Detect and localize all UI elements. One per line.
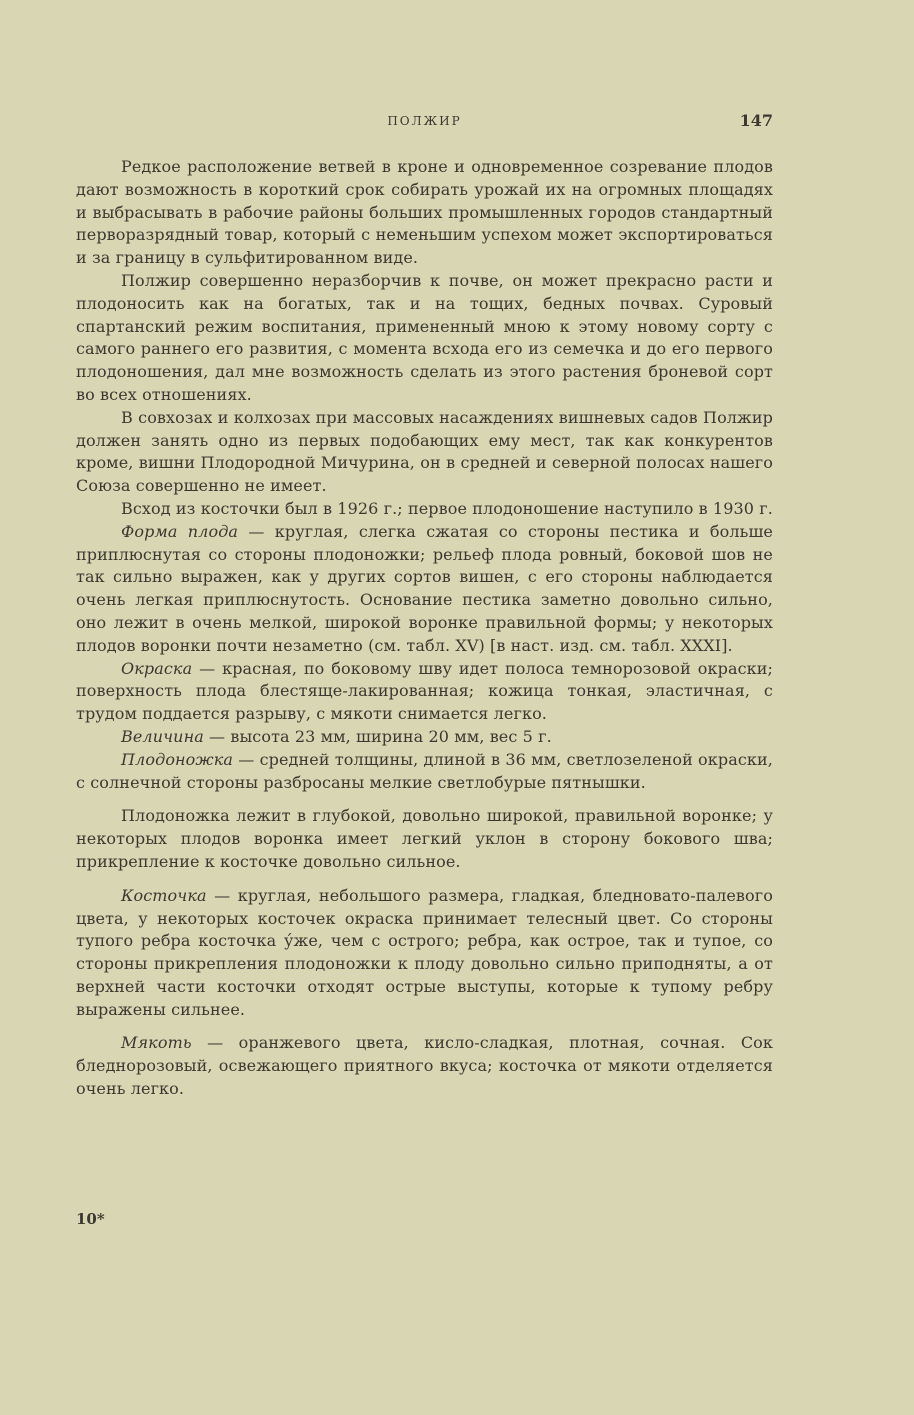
term-label: Форма плода (121, 521, 239, 541)
paragraph-text: — красная, по боковому шву идет полоса темнорозовой окраски; поверхность плода блестяще-лакированная; кожица тонкая, эластичная, с трудом поддается разрыву, с мякоти снимается легко. (76, 658, 773, 724)
term-label: Величина (121, 726, 204, 746)
signature-mark: 10* (76, 1210, 105, 1228)
paragraph-harvest (76, 156, 773, 270)
body-text (76, 156, 773, 1101)
paragraph-orchards (76, 407, 773, 498)
paragraph-text: Полжир совершенно неразборчив к почве, он может прекрасно расти и плодоносить как на богатых, так и на тощих, бедных почвах. Суровый спартанский режим воспитания, примененный мною к этому новому сорту с самого раннего его развития, с момента всхода его из семечка и до его первого плодоношения, дал мне возможность сделать из этого растения броневой сорт во всех отношениях. (76, 270, 773, 404)
page-header (76, 111, 773, 138)
paragraph-stone (76, 885, 773, 1022)
paragraph-text: — оранжевого цвета, кисло-сладкая, плотная, сочная. Сок бледнорозовый, освежающего приятного вкуса; косточка от мякоти отделяется очень легко. (76, 1033, 773, 1099)
paragraph-size (76, 726, 773, 749)
paragraph-flesh (76, 1032, 773, 1100)
paragraph-color (76, 658, 773, 726)
running-head: ПОЛЖИР (387, 114, 462, 128)
term-label: Плодоножка (121, 749, 233, 769)
paragraph-stem (76, 749, 773, 795)
paragraph-fruit-shape (76, 521, 773, 658)
paragraph-text: — круглая, слегка сжатая со стороны пестика и больше приплюснутая со стороны плодоножки; рельеф плода ровный, боковой шов не так сильно выражен, как у других сортов вишен, с его стороны наблюдается очень легкая приплюснутость. Основание пестика заметно довольно сильно, оно лежит в очень мелкой, широкой воронке правильной формы; у некоторых плодов воронки почти незаметно (см. табл. XV) [в наст. изд. см. табл. XXXI]. (76, 521, 773, 655)
paragraph-text: Всход из косточки был в 1926 г.; первое плодоношение наступило в 1930 г. (121, 498, 773, 518)
paragraph-text: Редкое расположение ветвей в кроне и одновременное созревание плодов дают возможность в короткий срок собирать урожай их на огромных площадях и выбрасывать в рабочие районы больших промышленных городов стандартный перворазрядный товар, который с неменьшим успехом может экспортироваться и за границу в сульфитированном виде. (76, 157, 773, 268)
paragraph-text: В совхозах и колхозах при массовых насаждениях вишневых садов Полжир должен занять одно из первых подобающих ему мест, так как конкурентов кроме, вишни Плодородной Мичурина, он в средней и северной полосах нашего Союза совершенно не имеет. (76, 407, 773, 496)
term-label: Косточка (121, 885, 207, 905)
term-label: Окраска (121, 658, 193, 678)
paragraph-stem-cavity (76, 805, 773, 873)
paragraph-text: — средней толщины, длиной в 36 мм, светлозеленой окраски, с солнечной стороны разбросаны мелкие светлобурые пятнышки. (76, 749, 773, 792)
paragraph-text: Плодоножка лежит в глубокой, довольно широкой, правильной воронке; у некоторых плодов воронка имеет легкий уклон в сторону бокового шва; прикрепление к косточке довольно сильное. (76, 806, 773, 871)
paragraph-text: — круглая, небольшого размера, гладкая, бледновато-палевого цвета, у некоторых косточек окраска принимает телесный цвет. Со стороны тупого ребра косточка у́же, чем с острого; ребра, как острое, так и тупое, со стороны прикрепления плодоножки к плоду довольно сильно приподняты, а от верхней части косточки отходят острые выступы, которые к тупому ребру выражены сильнее. (76, 885, 773, 1019)
page-number: 147 (739, 111, 773, 130)
term-label: Мякоть (121, 1033, 192, 1053)
paragraph-text: — высота 23 мм, ширина 20 мм, вес 5 г. (203, 726, 552, 746)
paragraph-germination (76, 498, 773, 521)
paragraph-soil (76, 270, 773, 407)
